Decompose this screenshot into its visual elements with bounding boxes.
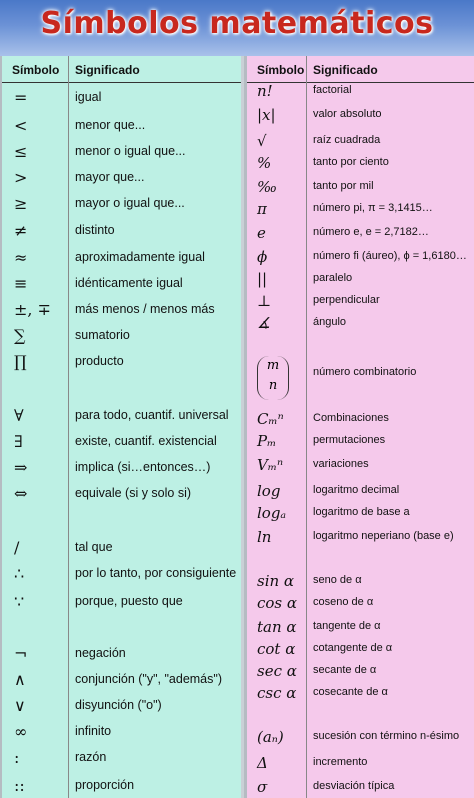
row-symbol: ∧ bbox=[14, 670, 26, 689]
row-symbol: σ bbox=[257, 778, 268, 796]
row-meaning: producto bbox=[75, 354, 124, 368]
row-symbol: logₐ bbox=[257, 504, 287, 522]
row-meaning: razón bbox=[75, 750, 107, 764]
row-meaning: factorial bbox=[313, 84, 352, 96]
row-meaning: tangente de α bbox=[313, 620, 381, 632]
binomial-bottom: n bbox=[268, 378, 278, 393]
row-symbol: e bbox=[257, 224, 266, 242]
row-symbol: ∨ bbox=[14, 696, 26, 715]
row-meaning: sumatorio bbox=[75, 328, 130, 342]
row-symbol: Vₘⁿ bbox=[257, 456, 284, 474]
row-meaning: permutaciones bbox=[313, 434, 386, 446]
row-symbol: > bbox=[14, 168, 28, 187]
row-meaning: cosecante de α bbox=[313, 686, 388, 698]
row-meaning: logaritmo decimal bbox=[313, 484, 400, 496]
row-meaning: número pi, π = 3,1415… bbox=[313, 202, 433, 214]
row-meaning: cotangente de α bbox=[313, 642, 393, 654]
row-symbol: || bbox=[257, 270, 268, 288]
row-symbol: ≈ bbox=[14, 248, 28, 267]
row-meaning: ángulo bbox=[313, 316, 347, 328]
row-meaning: menor que... bbox=[75, 118, 146, 132]
row-symbol: ≡ bbox=[14, 274, 28, 293]
row-meaning: implica (si…entonces…) bbox=[75, 460, 211, 474]
binomial-symbol bbox=[257, 356, 289, 400]
row-meaning: idénticamente igual bbox=[75, 276, 183, 290]
row-symbol: n! bbox=[257, 82, 273, 100]
row-meaning: para todo, cuantif. universal bbox=[75, 408, 229, 422]
row-symbol: ∵ bbox=[14, 592, 25, 611]
row-symbol: sec α bbox=[257, 662, 297, 680]
left-header-meaning: Significado bbox=[75, 63, 140, 77]
row-meaning: desviación típica bbox=[313, 780, 395, 792]
row-meaning: menor o igual que... bbox=[75, 144, 186, 158]
row-symbol: % bbox=[257, 154, 272, 172]
right-symbol-table bbox=[247, 56, 474, 798]
right-column-divider bbox=[306, 56, 307, 798]
row-symbol: ≥ bbox=[14, 194, 28, 213]
row-meaning: secante de α bbox=[313, 664, 377, 676]
row-symbol: sin α bbox=[257, 572, 295, 590]
row-meaning: existe, cuantif. existencial bbox=[75, 434, 217, 448]
title-banner bbox=[0, 0, 474, 56]
row-meaning: mayor que... bbox=[75, 170, 145, 184]
row-symbol: ‰ bbox=[257, 178, 278, 196]
row-symbol: ≠ bbox=[14, 221, 28, 240]
row-symbol: ∴ bbox=[14, 564, 25, 583]
right-table-header bbox=[247, 56, 474, 83]
row-meaning: tal que bbox=[75, 540, 113, 554]
row-symbol: π bbox=[257, 200, 267, 218]
left-header-symbol: Símbolo bbox=[12, 63, 60, 77]
row-meaning: tanto por ciento bbox=[313, 156, 389, 168]
row-meaning: porque, puesto que bbox=[75, 594, 183, 608]
row-meaning: raíz cuadrada bbox=[313, 134, 381, 146]
row-symbol: / bbox=[14, 538, 20, 557]
row-symbol: ∡ bbox=[257, 314, 271, 332]
row-meaning: variaciones bbox=[313, 458, 369, 470]
row-symbol: ∃ bbox=[14, 432, 23, 451]
row-meaning: por lo tanto, por consiguiente bbox=[75, 566, 237, 580]
row-meaning: Combinaciones bbox=[313, 412, 389, 424]
left-symbol-table bbox=[2, 56, 244, 798]
row-meaning: disyunción ("o") bbox=[75, 698, 162, 712]
row-symbol: |x| bbox=[257, 106, 276, 124]
right-header-symbol: Símbolo bbox=[257, 63, 305, 77]
row-meaning: número combinatorio bbox=[313, 366, 417, 378]
row-meaning: igual bbox=[75, 90, 102, 104]
row-symbol: : bbox=[14, 748, 20, 767]
row-symbol: cos α bbox=[257, 594, 298, 612]
row-symbol: (aₙ) bbox=[257, 728, 284, 746]
row-meaning: sucesión con término n-ésimo bbox=[313, 730, 460, 742]
row-symbol: ≤ bbox=[14, 142, 28, 161]
row-symbol: ⊥ bbox=[257, 292, 272, 310]
row-symbol: ϕ bbox=[257, 248, 268, 266]
row-symbol: ∀ bbox=[14, 406, 24, 425]
page-title: Símbolos matemáticos bbox=[40, 6, 434, 41]
row-meaning: negación bbox=[75, 646, 126, 660]
row-meaning: más menos / menos más bbox=[75, 302, 215, 316]
row-symbol: ⇒ bbox=[14, 458, 28, 477]
row-symbol: csc α bbox=[257, 684, 297, 702]
row-symbol: tan α bbox=[257, 618, 297, 636]
row-meaning: aproximadamente igual bbox=[75, 250, 205, 264]
row-meaning: tanto por mil bbox=[313, 180, 374, 192]
row-symbol: Δ bbox=[257, 754, 268, 772]
row-meaning: número fi (áureo), ϕ = 1,6180… bbox=[313, 250, 467, 262]
row-meaning: coseno de α bbox=[313, 596, 374, 608]
row-symbol: ln bbox=[257, 528, 272, 546]
row-symbol: ⇔ bbox=[14, 484, 28, 503]
row-meaning: logaritmo neperiano (base e) bbox=[313, 530, 454, 542]
row-meaning: logaritmo de base a bbox=[313, 506, 410, 518]
row-meaning: paralelo bbox=[313, 272, 353, 284]
row-meaning: equivale (si y solo si) bbox=[75, 486, 192, 500]
row-symbol: ∏ bbox=[14, 352, 27, 371]
row-symbol: √ bbox=[257, 132, 267, 150]
row-meaning: distinto bbox=[75, 223, 115, 237]
row-meaning: seno de α bbox=[313, 574, 362, 586]
right-header-meaning: Significado bbox=[313, 63, 378, 77]
row-symbol: log bbox=[257, 482, 281, 500]
row-symbol: Cₘⁿ bbox=[257, 410, 284, 428]
row-meaning: proporción bbox=[75, 778, 135, 792]
row-symbol: ∑ bbox=[14, 326, 26, 345]
row-symbol: Pₘ bbox=[257, 432, 277, 450]
row-meaning: conjunción ("y", "además") bbox=[75, 672, 222, 686]
row-meaning: infinito bbox=[75, 724, 112, 738]
left-column-divider bbox=[68, 56, 69, 798]
binomial-top: m bbox=[266, 358, 280, 373]
row-meaning: incremento bbox=[313, 756, 368, 768]
left-table-header bbox=[2, 56, 241, 83]
row-symbol: < bbox=[14, 116, 28, 135]
row-meaning: perpendicular bbox=[313, 294, 380, 306]
row-symbol: :: bbox=[14, 776, 25, 795]
row-symbol: ¬ bbox=[14, 644, 28, 663]
row-meaning: mayor o igual que... bbox=[75, 196, 185, 210]
row-symbol: = bbox=[14, 88, 28, 107]
row-symbol: ∞ bbox=[14, 722, 28, 741]
row-symbol: cot α bbox=[257, 640, 296, 658]
row-meaning: número e, e = 2,7182… bbox=[313, 226, 429, 238]
row-meaning: valor absoluto bbox=[313, 108, 382, 120]
row-symbol: ±, ∓ bbox=[14, 300, 51, 319]
